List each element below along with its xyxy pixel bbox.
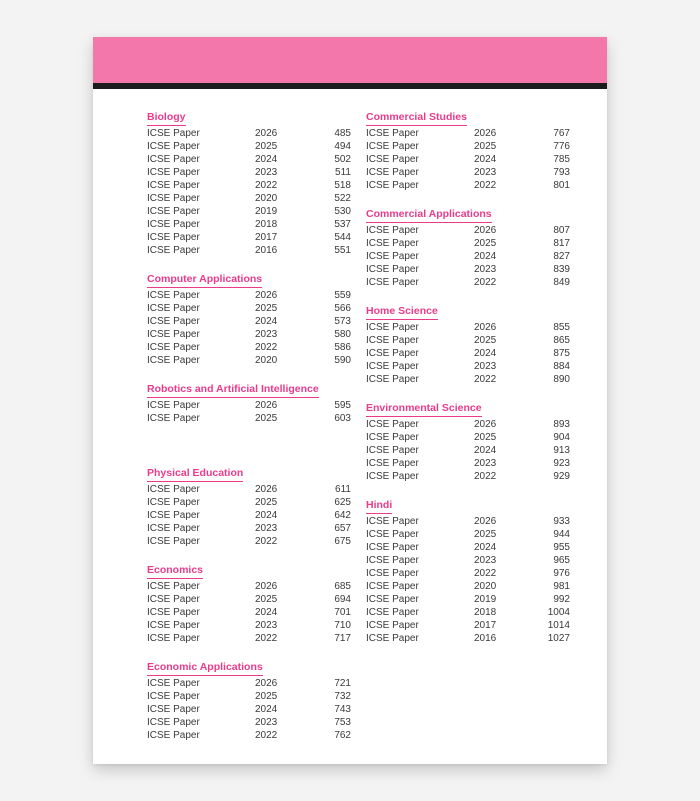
- page-number: 767: [553, 128, 570, 139]
- paper-year: 2019: [474, 594, 497, 605]
- left-column: [147, 107, 351, 742]
- paper-year: 2024: [255, 316, 278, 327]
- paper-name: ICSE Paper: [366, 251, 419, 262]
- page-number: 855: [553, 322, 570, 333]
- paper-year: 2020: [255, 355, 278, 366]
- page-number: 1027: [547, 633, 570, 644]
- page-number: 743: [334, 704, 351, 715]
- section-heading: Economics: [147, 564, 203, 579]
- toc-row: [366, 470, 570, 483]
- page-number: 642: [334, 510, 351, 521]
- paper-year: 2023: [474, 361, 497, 372]
- page-number: 485: [334, 128, 351, 139]
- toc-row: [366, 179, 570, 192]
- paper-name: ICSE Paper: [366, 264, 419, 275]
- paper-year: 2023: [474, 555, 497, 566]
- paper-year: 2022: [474, 180, 497, 191]
- paper-year: 2026: [474, 225, 497, 236]
- page-number: 595: [334, 400, 351, 411]
- paper-name: ICSE Paper: [366, 141, 419, 152]
- page-number: 817: [553, 238, 570, 249]
- paper-year: 2023: [474, 264, 497, 275]
- paper-year: 2025: [255, 594, 278, 605]
- paper-name: ICSE Paper: [366, 419, 419, 430]
- page-number: 849: [553, 277, 570, 288]
- toc-row: [147, 153, 351, 166]
- page-number: 913: [553, 445, 570, 456]
- paper-name: ICSE Paper: [147, 128, 200, 139]
- toc-row: [147, 192, 351, 205]
- paper-name: ICSE Paper: [366, 225, 419, 236]
- page-number: 981: [553, 581, 570, 592]
- page-number: 537: [334, 219, 351, 230]
- paper-name: ICSE Paper: [147, 678, 200, 689]
- toc-row: [147, 716, 351, 729]
- page-number: 494: [334, 141, 351, 152]
- paper-name: ICSE Paper: [366, 238, 419, 249]
- paper-name: ICSE Paper: [147, 141, 200, 152]
- paper-name: ICSE Paper: [147, 594, 200, 605]
- section-commercial-applications: [366, 204, 570, 289]
- page-number: 586: [334, 342, 351, 353]
- toc-row: [366, 632, 570, 645]
- paper-year: 2025: [255, 497, 278, 508]
- toc-row: [147, 619, 351, 632]
- page-number: 511: [335, 167, 351, 178]
- toc-row: [147, 205, 351, 218]
- toc-row: [147, 328, 351, 341]
- paper-name: ICSE Paper: [366, 620, 419, 631]
- paper-year: 2026: [474, 322, 497, 333]
- paper-name: ICSE Paper: [147, 633, 200, 644]
- section-heading: Economic Applications: [147, 661, 263, 676]
- page-number: 544: [334, 232, 351, 243]
- paper-name: ICSE Paper: [147, 329, 200, 340]
- section-home-science: [366, 301, 570, 386]
- page-number: 875: [553, 348, 570, 359]
- paper-year: 2026: [255, 678, 278, 689]
- section-computer-applications: [147, 269, 351, 367]
- paper-year: 2018: [255, 219, 278, 230]
- paper-name: ICSE Paper: [147, 691, 200, 702]
- toc-row: [147, 483, 351, 496]
- paper-year: 2022: [255, 536, 278, 547]
- toc-row: [147, 289, 351, 302]
- toc-row: [366, 321, 570, 334]
- page-number: 625: [334, 497, 351, 508]
- toc-row: [147, 522, 351, 535]
- page-number: 551: [334, 245, 351, 256]
- toc-row: [147, 729, 351, 742]
- paper-name: ICSE Paper: [366, 555, 419, 566]
- toc-row: [366, 554, 570, 567]
- paper-name: ICSE Paper: [147, 730, 200, 741]
- page-number: 1014: [547, 620, 570, 631]
- toc-row: [147, 593, 351, 606]
- paper-year: 2026: [255, 484, 278, 495]
- page-number: 904: [553, 432, 570, 443]
- toc-row: [366, 140, 570, 153]
- toc-row: [366, 127, 570, 140]
- section-heading: Computer Applications: [147, 273, 262, 288]
- paper-year: 2023: [255, 523, 278, 534]
- paper-name: ICSE Paper: [366, 445, 419, 456]
- paper-year: 2022: [474, 471, 497, 482]
- paper-name: ICSE Paper: [147, 303, 200, 314]
- right-column: [366, 107, 570, 645]
- page-number: 923: [553, 458, 570, 469]
- paper-year: 2025: [255, 413, 278, 424]
- toc-row: [366, 528, 570, 541]
- paper-year: 2023: [255, 167, 278, 178]
- paper-name: ICSE Paper: [147, 342, 200, 353]
- section-heading: Physical Education: [147, 467, 243, 482]
- toc-row: [147, 580, 351, 593]
- toc-row: [366, 457, 570, 470]
- paper-name: ICSE Paper: [366, 432, 419, 443]
- page-number: 721: [334, 678, 351, 689]
- toc-row: [147, 231, 351, 244]
- page-number: 1004: [547, 607, 570, 618]
- toc-row: [366, 418, 570, 431]
- page-number: 801: [553, 180, 570, 191]
- page-number: 732: [334, 691, 351, 702]
- paper-year: 2024: [255, 510, 278, 521]
- page-number: 566: [334, 303, 351, 314]
- paper-year: 2025: [474, 432, 497, 443]
- page-number: 827: [553, 251, 570, 262]
- page-number: 675: [334, 536, 351, 547]
- paper-name: ICSE Paper: [147, 620, 200, 631]
- page-number: 884: [553, 361, 570, 372]
- paper-year: 2016: [255, 245, 278, 256]
- page-number: 530: [334, 206, 351, 217]
- toc-row: [366, 166, 570, 179]
- paper-year: 2023: [474, 167, 497, 178]
- page-number: 522: [334, 193, 351, 204]
- page-number: 785: [553, 154, 570, 165]
- paper-name: ICSE Paper: [366, 516, 419, 527]
- toc-row: [366, 606, 570, 619]
- page-number: 573: [334, 316, 351, 327]
- section-robotics-and-artificial-intelligence: [147, 379, 351, 425]
- paper-year: 2022: [255, 180, 278, 191]
- section-heading: Home Science: [366, 305, 438, 320]
- paper-name: ICSE Paper: [147, 167, 200, 178]
- paper-name: ICSE Paper: [366, 529, 419, 540]
- paper-name: ICSE Paper: [147, 219, 200, 230]
- paper-year: 2026: [255, 581, 278, 592]
- page-number: 611: [335, 484, 351, 495]
- paper-name: ICSE Paper: [147, 607, 200, 618]
- paper-name: ICSE Paper: [147, 581, 200, 592]
- paper-year: 2020: [474, 581, 497, 592]
- toc-row: [366, 444, 570, 457]
- toc-row: [366, 619, 570, 632]
- paper-name: ICSE Paper: [147, 316, 200, 327]
- paper-year: 2022: [255, 633, 278, 644]
- paper-year: 2024: [474, 542, 497, 553]
- page-number: 590: [334, 355, 351, 366]
- paper-year: 2025: [255, 691, 278, 702]
- paper-name: ICSE Paper: [366, 594, 419, 605]
- paper-year: 2024: [474, 348, 497, 359]
- paper-name: ICSE Paper: [366, 322, 419, 333]
- section-hindi: [366, 495, 570, 645]
- paper-year: 2026: [255, 400, 278, 411]
- toc-row: [366, 334, 570, 347]
- paper-year: 2016: [474, 633, 497, 644]
- section-heading: Commercial Applications: [366, 208, 492, 223]
- toc-row: [147, 127, 351, 140]
- section-biology: [147, 107, 351, 257]
- toc-row: [147, 399, 351, 412]
- paper-year: 2023: [255, 620, 278, 631]
- paper-year: 2022: [474, 374, 497, 385]
- paper-name: ICSE Paper: [147, 180, 200, 191]
- paper-name: ICSE Paper: [366, 277, 419, 288]
- paper-year: 2022: [474, 277, 497, 288]
- paper-year: 2026: [474, 419, 497, 430]
- page-number: 793: [553, 167, 570, 178]
- paper-year: 2025: [474, 238, 497, 249]
- paper-year: 2025: [255, 141, 278, 152]
- page-number: 965: [553, 555, 570, 566]
- toc-row: [366, 541, 570, 554]
- paper-year: 2023: [255, 329, 278, 340]
- section-economics: [147, 560, 351, 645]
- page-number: 839: [553, 264, 570, 275]
- toc-row: [147, 166, 351, 179]
- paper-name: ICSE Paper: [147, 413, 200, 424]
- paper-name: ICSE Paper: [366, 607, 419, 618]
- page-number: 890: [553, 374, 570, 385]
- toc-row: [366, 250, 570, 263]
- paper-name: ICSE Paper: [366, 542, 419, 553]
- page-number: 559: [334, 290, 351, 301]
- toc-row: [147, 244, 351, 257]
- toc-row: [366, 360, 570, 373]
- page-number: 976: [553, 568, 570, 579]
- paper-year: 2024: [255, 154, 278, 165]
- page-number: 762: [334, 730, 351, 741]
- page-number: 694: [334, 594, 351, 605]
- paper-year: 2018: [474, 607, 497, 618]
- document-page: [93, 37, 607, 764]
- paper-year: 2024: [255, 704, 278, 715]
- page-number: 865: [553, 335, 570, 346]
- toc-row: [147, 412, 351, 425]
- section-economic-applications: [147, 657, 351, 742]
- toc-row: [366, 580, 570, 593]
- page-number: 717: [334, 633, 351, 644]
- paper-year: 2025: [474, 141, 497, 152]
- paper-year: 2024: [255, 607, 278, 618]
- paper-year: 2022: [255, 730, 278, 741]
- paper-name: ICSE Paper: [366, 128, 419, 139]
- toc-row: [366, 593, 570, 606]
- section-heading: Environmental Science: [366, 402, 482, 417]
- section-heading: Biology: [147, 111, 186, 126]
- page-number: 955: [553, 542, 570, 553]
- paper-name: ICSE Paper: [147, 704, 200, 715]
- toc-row: [147, 677, 351, 690]
- paper-name: ICSE Paper: [147, 510, 200, 521]
- paper-year: 2022: [255, 342, 278, 353]
- paper-year: 2020: [255, 193, 278, 204]
- section-heading: Hindi: [366, 499, 392, 514]
- paper-year: 2024: [474, 154, 497, 165]
- page-number: 502: [334, 154, 351, 165]
- paper-name: ICSE Paper: [366, 568, 419, 579]
- paper-name: ICSE Paper: [366, 374, 419, 385]
- toc-row: [147, 341, 351, 354]
- paper-year: 2017: [255, 232, 278, 243]
- toc-row: [147, 535, 351, 548]
- paper-name: ICSE Paper: [366, 167, 419, 178]
- page-number: 929: [553, 471, 570, 482]
- paper-year: 2019: [255, 206, 278, 217]
- toc-row: [366, 431, 570, 444]
- toc-row: [147, 315, 351, 328]
- paper-name: ICSE Paper: [147, 536, 200, 547]
- paper-name: ICSE Paper: [147, 523, 200, 534]
- paper-name: ICSE Paper: [366, 458, 419, 469]
- paper-name: ICSE Paper: [147, 497, 200, 508]
- paper-name: ICSE Paper: [147, 232, 200, 243]
- header-rule: [93, 83, 607, 89]
- paper-name: ICSE Paper: [147, 717, 200, 728]
- paper-year: 2026: [474, 516, 497, 527]
- paper-name: ICSE Paper: [366, 154, 419, 165]
- paper-name: ICSE Paper: [366, 633, 419, 644]
- page-number: 701: [334, 607, 351, 618]
- section-physical-education: [147, 463, 351, 548]
- paper-name: ICSE Paper: [147, 400, 200, 411]
- section-commercial-studies: [366, 107, 570, 192]
- page-number: 603: [334, 413, 351, 424]
- paper-year: 2025: [255, 303, 278, 314]
- paper-name: ICSE Paper: [366, 348, 419, 359]
- page-number: 807: [553, 225, 570, 236]
- page-number: 518: [334, 180, 351, 191]
- toc-row: [366, 263, 570, 276]
- paper-year: 2026: [255, 128, 278, 139]
- paper-name: ICSE Paper: [366, 471, 419, 482]
- toc-row: [366, 373, 570, 386]
- paper-name: ICSE Paper: [147, 355, 200, 366]
- paper-name: ICSE Paper: [147, 484, 200, 495]
- paper-year: 2025: [474, 335, 497, 346]
- paper-year: 2026: [255, 290, 278, 301]
- page-number: 657: [334, 523, 351, 534]
- toc-row: [147, 606, 351, 619]
- paper-name: ICSE Paper: [366, 581, 419, 592]
- paper-name: ICSE Paper: [147, 206, 200, 217]
- section-heading: Commercial Studies: [366, 111, 467, 126]
- toc-row: [147, 302, 351, 315]
- paper-name: ICSE Paper: [147, 154, 200, 165]
- paper-year: 2025: [474, 529, 497, 540]
- toc-row: [147, 179, 351, 192]
- page-number: 710: [334, 620, 351, 631]
- header-banner: [93, 37, 607, 83]
- page-number: 944: [553, 529, 570, 540]
- page-number: 580: [334, 329, 351, 340]
- page-number: 933: [553, 516, 570, 527]
- toc-row: [147, 703, 351, 716]
- toc-row: [366, 276, 570, 289]
- page-number: 893: [553, 419, 570, 430]
- page-number: 685: [334, 581, 351, 592]
- toc-row: [366, 567, 570, 580]
- toc-row: [147, 632, 351, 645]
- paper-name: ICSE Paper: [366, 335, 419, 346]
- paper-name: ICSE Paper: [366, 361, 419, 372]
- toc-row: [147, 218, 351, 231]
- paper-name: ICSE Paper: [366, 180, 419, 191]
- section-environmental-science: [366, 398, 570, 483]
- paper-year: 2022: [474, 568, 497, 579]
- toc-row: [147, 140, 351, 153]
- toc-row: [147, 690, 351, 703]
- paper-year: 2017: [474, 620, 497, 631]
- page-number: 753: [334, 717, 351, 728]
- toc-row: [366, 515, 570, 528]
- toc-row: [366, 153, 570, 166]
- paper-year: 2024: [474, 251, 497, 262]
- toc-row: [147, 509, 351, 522]
- toc-row: [147, 354, 351, 367]
- toc-row: [366, 224, 570, 237]
- toc-row: [147, 496, 351, 509]
- paper-year: 2024: [474, 445, 497, 456]
- toc-row: [366, 347, 570, 360]
- toc-row: [366, 237, 570, 250]
- section-heading: Robotics and Artificial Intelligence: [147, 383, 319, 398]
- paper-name: ICSE Paper: [147, 193, 200, 204]
- paper-year: 2023: [474, 458, 497, 469]
- paper-year: 2023: [255, 717, 278, 728]
- page-number: 992: [553, 594, 570, 605]
- page-number: 776: [553, 141, 570, 152]
- paper-year: 2026: [474, 128, 497, 139]
- paper-name: ICSE Paper: [147, 245, 200, 256]
- paper-name: ICSE Paper: [147, 290, 200, 301]
